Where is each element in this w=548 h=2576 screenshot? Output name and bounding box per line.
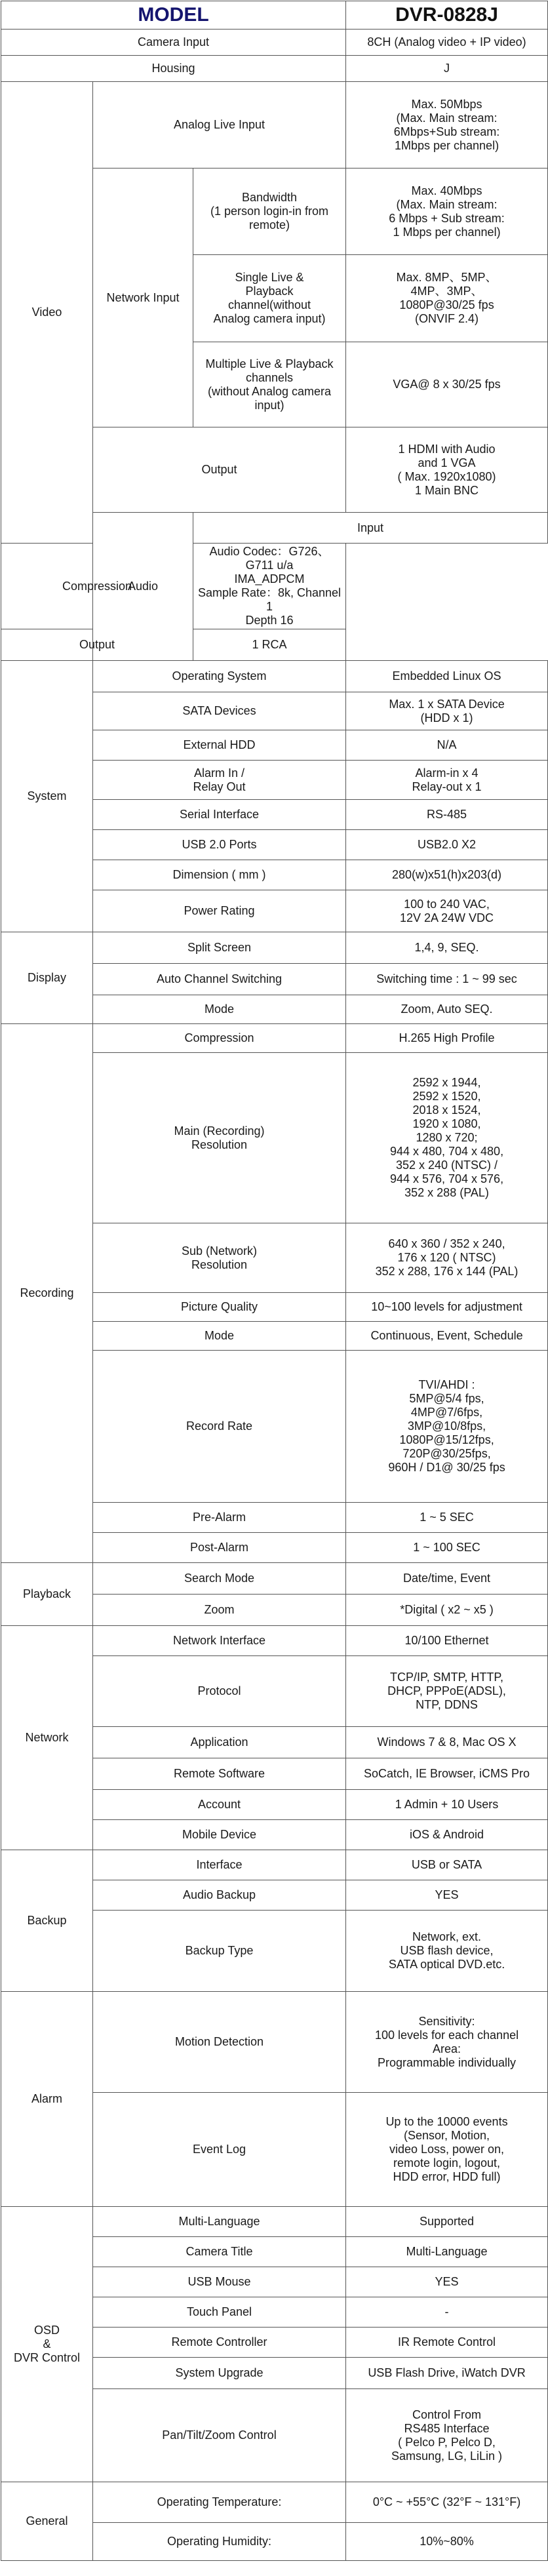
spec-label: Picture Quality <box>93 1293 346 1322</box>
spec-value: Audio Codec：G726、G711 u/a IMA_ADPCM Sample Rate：8k, Channel 1 Depth 16 <box>193 544 346 629</box>
spec-row-multi-language <box>1 2207 548 2237</box>
spec-label: Operating Humidity: <box>93 2523 346 2561</box>
section-system: System <box>1 661 93 932</box>
spec-row-housing <box>1 56 548 82</box>
spec-value: Max. 1 x SATA Device (HDD x 1) <box>346 692 548 730</box>
spec-value: Zoom, Auto SEQ. <box>346 995 548 1024</box>
spec-label: Mode <box>93 995 346 1024</box>
spec-value: 10~100 levels for adjustment <box>346 1293 548 1322</box>
spec-value: - <box>346 2297 548 2328</box>
spec-label: Operating System <box>93 661 346 692</box>
spec-label: Application <box>93 1727 346 1758</box>
spec-label: Compression <box>93 1024 346 1053</box>
spec-label: Mode <box>93 1322 346 1351</box>
spec-value: iOS & Android <box>346 1820 548 1850</box>
spec-label: Analog Live Input <box>93 82 346 168</box>
section-network: Network <box>1 1626 93 1850</box>
spec-label: Output <box>1 629 193 661</box>
spec-value: TVI/AHDI : 5MP@5/4 fps, 4MP@7/6fps, 3MP@10/8fps, 1080P@15/12fps, 720P@30/25fps, 960H / D1@ 30/25 fps <box>346 1351 548 1503</box>
spec-row-motion-detection <box>1 1992 548 2093</box>
spec-value: YES <box>346 2267 548 2297</box>
spec-value: RS-485 <box>346 800 548 830</box>
spec-label: Multi-Language <box>93 2207 346 2237</box>
spec-label: Compression <box>1 544 193 629</box>
spec-value: USB2.0 X2 <box>346 830 548 860</box>
spec-label: Dimension ( mm ) <box>93 860 346 890</box>
spec-label: Post-Alarm <box>93 1533 346 1563</box>
spec-value: YES <box>346 1880 548 1911</box>
spec-label: Touch Panel <box>93 2297 346 2328</box>
spec-label: Camera Title <box>93 2237 346 2267</box>
section-audio: Audio <box>93 513 193 661</box>
section-video: Video <box>1 82 93 544</box>
spec-label: Split Screen <box>93 932 346 964</box>
spec-label: Record Rate <box>93 1351 346 1503</box>
spec-value: TCP/IP, SMTP, HTTP, DHCP, PPPoE(ADSL), NTP, DDNS <box>346 1656 548 1727</box>
spec-row-analog-live-input <box>1 82 548 168</box>
section-alarm: Alarm <box>1 1992 93 2207</box>
spec-row-audio-output <box>1 629 548 661</box>
spec-label: Backup Type <box>93 1911 346 1992</box>
spec-value: 1 ~ 5 SEC <box>346 1503 548 1533</box>
spec-value: Date/time, Event <box>346 1563 548 1595</box>
spec-value: Embedded Linux OS <box>346 661 548 692</box>
spec-label: USB Mouse <box>93 2267 346 2297</box>
spec-label: Pre-Alarm <box>93 1503 346 1533</box>
section-display: Display <box>1 932 93 1024</box>
spec-value: Max. 50Mbps (Max. Main stream: 6Mbps+Sub stream: 1Mbps per channel) <box>346 82 548 168</box>
spec-label: Serial Interface <box>93 800 346 830</box>
spec-value: Windows 7 & 8, Mac OS X <box>346 1727 548 1758</box>
spec-value: J <box>346 56 548 82</box>
spec-value: USB or SATA <box>346 1850 548 1880</box>
spec-label: Audio Backup <box>93 1880 346 1911</box>
spec-label: Account <box>93 1790 346 1820</box>
spec-value: 10/100 Ethernet <box>346 1626 548 1656</box>
spec-row-backup-interface <box>1 1850 548 1880</box>
spec-value: 1 HDMI with Audio and 1 VGA ( Max. 1920x1080) 1 Main BNC <box>346 427 548 513</box>
spec-label: Multiple Live & Playback channels (without Analog camera input) <box>193 342 346 427</box>
section-recording: Recording <box>1 1024 93 1563</box>
spec-label: Interface <box>93 1850 346 1880</box>
spec-label: Bandwidth (1 person login-in from remote) <box>193 168 346 255</box>
spec-value: H.265 High Profile <box>346 1024 548 1053</box>
spec-label: Auto Channel Switching <box>93 964 346 995</box>
spec-table <box>1 1 548 2561</box>
spec-value: 100 to 240 VAC, 12V 2A 24W VDC <box>346 890 548 932</box>
spec-label: Zoom <box>93 1595 346 1626</box>
spec-value: Max. 8MP、5MP、 4MP、3MP、 1080P@30/25 fps (ONVIF 2.4) <box>346 255 548 342</box>
spec-value: Alarm-in x 4 Relay-out x 1 <box>346 761 548 800</box>
section-playback: Playback <box>1 1563 93 1626</box>
spec-label: Sub (Network) Resolution <box>93 1223 346 1293</box>
subsection-network-input: Network Input <box>93 168 193 427</box>
spec-value: Network, ext. USB flash device, SATA optical DVD.etc. <box>346 1911 548 1992</box>
spec-row-recording-compression <box>1 1024 548 1053</box>
section-general: General <box>1 2482 93 2561</box>
spec-value: Supported <box>346 2207 548 2237</box>
spec-label: Operating Temperature: <box>93 2482 346 2523</box>
spec-value: SoCatch, IE Browser, iCMS Pro <box>346 1758 548 1790</box>
spec-row-search-mode <box>1 1563 548 1595</box>
spec-value: 280(w)x51(h)x203(d) <box>346 860 548 890</box>
spec-value: 8CH (Analog video + IP video) <box>346 30 548 56</box>
spec-value: USB Flash Drive, iWatch DVR <box>346 2358 548 2389</box>
spec-value: Continuous, Event, Schedule <box>346 1322 548 1351</box>
spec-row-audio-compression <box>1 544 548 629</box>
spec-label: Output <box>93 427 346 513</box>
spec-value: 1,4, 9, SEQ. <box>346 932 548 964</box>
spec-row-operating-temperature <box>1 2482 548 2523</box>
model-value: DVR-0828J <box>346 1 548 30</box>
spec-label: Search Mode <box>93 1563 346 1595</box>
spec-row-split-screen <box>1 932 548 964</box>
spec-value: 10%~80% <box>346 2523 548 2561</box>
spec-value: Max. 40Mbps (Max. Main stream: 6 Mbps + Sub stream: 1 Mbps per channel) <box>346 168 548 255</box>
spec-value: Up to the 10000 events (Sensor, Motion, video Loss, power on, remote login, logout, HDD error, HDD full) <box>346 2093 548 2207</box>
spec-label: Housing <box>1 56 346 82</box>
section-backup: Backup <box>1 1850 93 1992</box>
spec-label: Event Log <box>93 2093 346 2207</box>
spec-label: Protocol <box>93 1656 346 1727</box>
spec-value: 0°C ~ +55°C (32°F ~ 131°F) <box>346 2482 548 2523</box>
spec-value: 2592 x 1944, 2592 x 1520, 2018 x 1524, 1920 x 1080, 1280 x 720; 944 x 480, 704 x 480, 352 x 240 (NTSC) / 944 x 576, 704 x 576, 352 x 288 (PAL) <box>346 1053 548 1223</box>
spec-value: Multi-Language <box>346 2237 548 2267</box>
spec-label: Pan/Tilt/Zoom Control <box>93 2389 346 2482</box>
spec-label: Power Rating <box>93 890 346 932</box>
spec-label: USB 2.0 Ports <box>93 830 346 860</box>
spec-label: Camera Input <box>1 30 346 56</box>
spec-row-camera-input <box>1 30 548 56</box>
spec-value: N/A <box>346 730 548 761</box>
spec-row-network-interface <box>1 1626 548 1656</box>
spec-label: Mobile Device <box>93 1820 346 1850</box>
spec-value: VGA@ 8 x 30/25 fps <box>346 342 548 427</box>
spec-row-operating-system <box>1 661 548 692</box>
spec-label: System Upgrade <box>93 2358 346 2389</box>
spec-value: IR Remote Control <box>346 2328 548 2358</box>
spec-value: 640 x 360 / 352 x 240, 176 x 120 ( NTSC) 352 x 288, 176 x 144 (PAL) <box>346 1223 548 1293</box>
spec-label: Single Live & Playback channel(without Analog camera input) <box>193 255 346 342</box>
header-row <box>1 1 548 30</box>
spec-value: 1 RCA <box>193 629 346 661</box>
spec-value: 1 Admin + 10 Users <box>346 1790 548 1820</box>
spec-label: Motion Detection <box>93 1992 346 2093</box>
spec-label: Network Interface <box>93 1626 346 1656</box>
spec-label: Remote Controller <box>93 2328 346 2358</box>
spec-value: 1 ~ 100 SEC <box>346 1533 548 1563</box>
model-label: MODEL <box>1 1 346 30</box>
spec-value: Control From RS485 Interface ( Pelco P, Pelco D, Samsung, LG, LiLin ) <box>346 2389 548 2482</box>
spec-label: Remote Software <box>93 1758 346 1790</box>
section-osd-dvr-control: OSD & DVR Control <box>1 2207 93 2482</box>
spec-label: Input <box>193 513 548 544</box>
spec-label: Main (Recording) Resolution <box>93 1053 346 1223</box>
spec-label: Alarm In / Relay Out <box>93 761 346 800</box>
spec-value: Sensitivity: 100 levels for each channel Area: Programmable individually <box>346 1992 548 2093</box>
spec-value: *Digital ( x2 ~ x5 ) <box>346 1595 548 1626</box>
spec-value: Switching time : 1 ~ 99 sec <box>346 964 548 995</box>
spec-label: SATA Devices <box>93 692 346 730</box>
spec-label: External HDD <box>93 730 346 761</box>
